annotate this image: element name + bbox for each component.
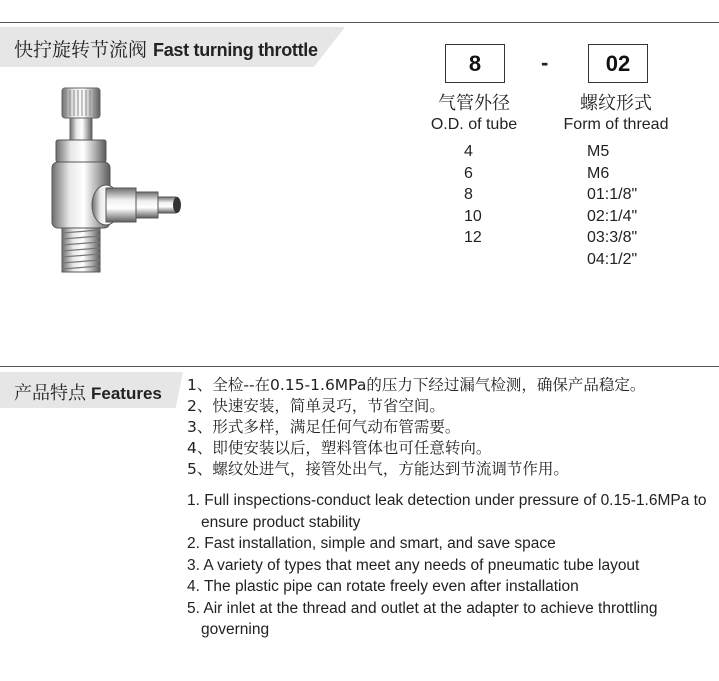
thread-heading-cn: 螺纹形式 <box>580 93 652 114</box>
feature-cn-item: 5、螺纹处进气，接管处出气，方能达到节流调节作用。 <box>187 460 569 478</box>
thread-value: 03:3/8" <box>587 229 638 246</box>
od-code-box <box>445 44 505 83</box>
feature-cn-item: 3、形式多样，满足任何气动布管需要。 <box>187 418 461 436</box>
thread-value: 04:1/2" <box>587 250 638 268</box>
feature-en-item: 1. Full inspections-conduct leak detection under pressure of 0.15-1.6MPa to ensure product stability <box>187 492 707 531</box>
feature-en-item: 4. The plastic pipe can rotate freely even after installation <box>187 578 579 595</box>
thread-code-box <box>588 44 648 83</box>
feature-en-item: 3. A variety of types that meet any needs of pneumatic tube layout <box>187 556 640 574</box>
thread-value: 01:1/8" <box>587 186 638 203</box>
thread-code: 02 <box>605 50 631 76</box>
title-cn: 快拧旋转节流阀 <box>14 39 148 61</box>
thread-value: 02:1/4" <box>587 207 638 225</box>
thread-value: M5 <box>587 143 610 160</box>
od-heading-cn: 气管外径 <box>438 93 510 114</box>
od-value: 8 <box>464 186 473 203</box>
features-title-cn: 产品特点 <box>14 383 86 404</box>
od-value: 10 <box>464 207 482 225</box>
thread-values <box>587 141 637 270</box>
feature-en-item: 2. Fast installation, simple and smart, and save space <box>187 535 556 552</box>
features-divider <box>0 366 719 367</box>
feature-en-item: 5. Air inlet at the thread and outlet at the adapter to achieve throttling governing <box>187 599 658 638</box>
features-cn-list <box>187 375 645 480</box>
title-en: Fast turning throttle <box>153 40 318 60</box>
section-title <box>14 35 318 62</box>
feature-cn-item: 4、即使安装以后，塑料管体也可任意转向。 <box>187 439 492 457</box>
throttle-valve-image <box>40 80 200 280</box>
feature-cn-item: 2、快速安装，简单灵巧，节省空间。 <box>187 397 445 415</box>
thread-value: M6 <box>587 164 610 182</box>
thread-heading-en: Form of thread <box>563 116 669 133</box>
od-value: 6 <box>464 164 473 182</box>
od-value: 12 <box>464 229 482 246</box>
od-heading-en: O.D. of tube <box>430 116 518 133</box>
features-title <box>14 379 162 405</box>
od-values <box>464 141 482 249</box>
features-title-en: Features <box>91 384 162 403</box>
features-en-list <box>187 490 717 641</box>
od-value: 4 <box>464 143 473 160</box>
top-divider <box>0 22 719 23</box>
code-separator: - <box>541 50 549 75</box>
od-code: 8 <box>468 50 482 76</box>
feature-cn-item: 1、全检--在0.15-1.6MPa的压力下经过漏气检测，确保产品稳定。 <box>187 376 646 394</box>
